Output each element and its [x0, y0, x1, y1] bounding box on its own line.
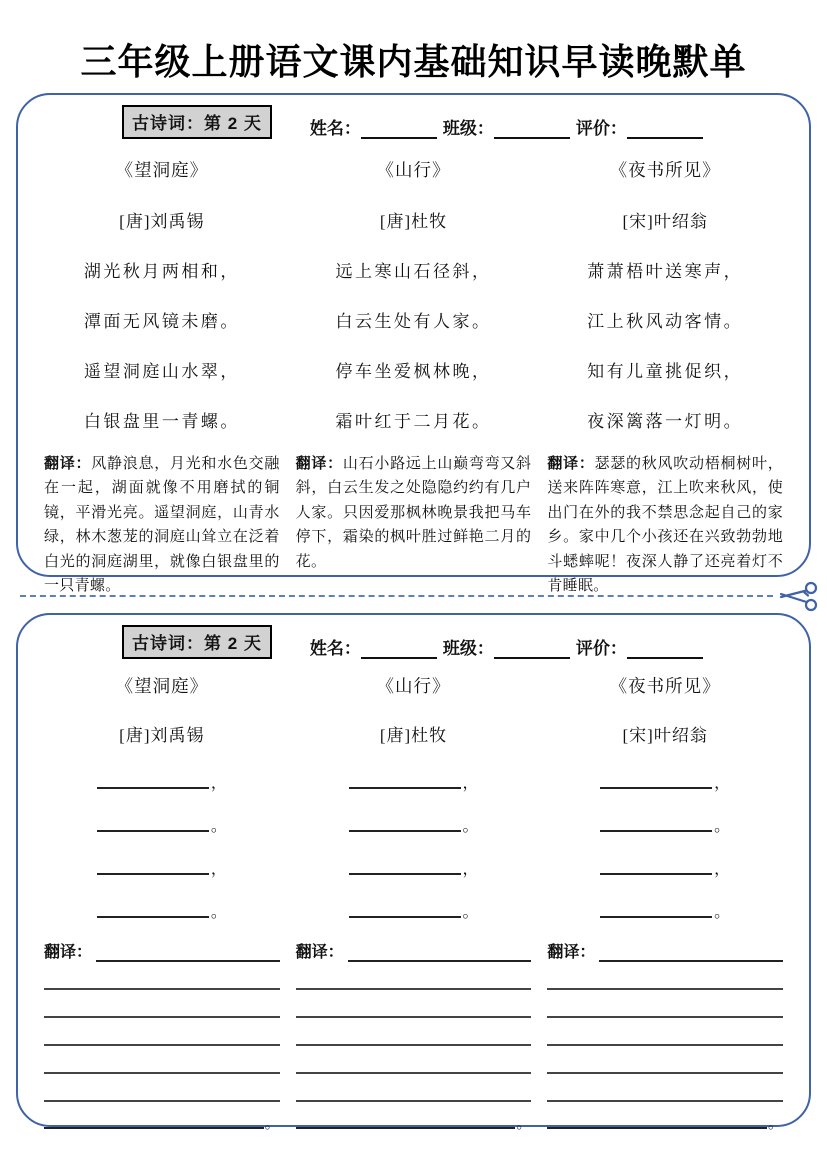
eval-label: 评价： — [575, 119, 627, 138]
name-field — [310, 114, 437, 139]
verse-write-line — [600, 817, 712, 832]
translation-paragraph — [296, 452, 532, 574]
verse-line: 知有儿童挑促织， — [587, 362, 744, 381]
class-field — [443, 634, 570, 659]
class-blank — [494, 122, 570, 139]
punct-period: 。 — [714, 818, 731, 835]
translation-text: 山石小路远上山巅弯弯又斜斜，白云生发之处隐隐约约有几户人家。只因爱那枫林晚景我把马车停下，霜染的枫叶胜过鲜艳二月的花。 — [295, 456, 532, 570]
punct-comma: ， — [210, 775, 227, 792]
verse-write-line — [600, 774, 712, 789]
write-line — [296, 1046, 532, 1074]
write-line — [296, 962, 532, 990]
verse-line: 远上寒山石径斜， — [335, 262, 492, 281]
poem-column-yeshusuojian — [539, 141, 791, 599]
punct-comma: ， — [714, 775, 731, 792]
verse-blank-row — [44, 775, 280, 792]
poem-title: 《山行》 — [376, 676, 451, 696]
verse-line: 江上秋风动客情。 — [587, 312, 744, 331]
verse-blank-row — [296, 775, 532, 792]
write-line — [296, 1074, 532, 1102]
top-poem-columns — [36, 141, 791, 599]
poem-author: [唐]杜牧 — [379, 212, 448, 231]
top-header-row — [36, 105, 791, 139]
verse-write-line — [600, 903, 712, 918]
day-badge: 古诗词：第 2 天 — [122, 105, 272, 139]
verse-line: 萧萧梧叶送寒声， — [587, 262, 744, 281]
translation-write-line — [348, 947, 532, 962]
poem-title: 《山行》 — [376, 160, 451, 180]
write-line — [44, 1046, 280, 1074]
verse-blank-row — [44, 818, 280, 835]
poem-title: 《望洞庭》 — [115, 160, 209, 180]
translation-label: 翻译： — [295, 944, 344, 961]
translation-paragraph — [547, 452, 783, 599]
write-line — [296, 1018, 532, 1046]
write-line — [547, 962, 783, 990]
write-line — [547, 1046, 783, 1074]
punct-comma: ， — [462, 861, 479, 878]
translation-write-line — [599, 947, 783, 962]
eval-field — [576, 114, 703, 139]
write-line — [547, 1018, 783, 1046]
translation-label: 翻译： — [547, 455, 595, 472]
verse-line: 白云生处有人家。 — [335, 312, 492, 331]
poem-author: [唐]刘禹锡 — [119, 212, 205, 231]
verse-blank-row — [296, 861, 532, 878]
page-title: 三年级上册语文课内基础知识早读晚默单 — [80, 42, 747, 82]
class-label: 班级： — [442, 639, 494, 658]
verse-write-line — [97, 903, 209, 918]
verse-blank-row — [44, 861, 280, 878]
punct-period: 。 — [462, 818, 479, 835]
final-write-row — [547, 1102, 784, 1132]
verse-blank-row — [44, 904, 280, 921]
verse-write-line — [97, 817, 209, 832]
punct-period: 。 — [210, 818, 227, 835]
blank-column-yeshusuojian — [539, 661, 791, 1132]
name-blank — [361, 122, 437, 139]
verse-blank-row — [547, 861, 783, 878]
eval-blank — [627, 122, 703, 139]
poem-author: [唐]杜牧 — [379, 726, 448, 745]
write-line — [296, 1101, 516, 1129]
verse-write-line — [97, 774, 209, 789]
translation-blank-row — [44, 945, 280, 962]
class-label: 班级： — [442, 119, 494, 138]
eval-blank — [627, 642, 703, 659]
punct-comma: ， — [714, 861, 731, 878]
punct-comma: ， — [210, 861, 227, 878]
verse-blank-row — [547, 818, 783, 835]
translation-blank-row — [547, 945, 783, 962]
verse-line: 湖光秋月两相和， — [83, 262, 240, 281]
verse-write-line — [349, 817, 461, 832]
translation-text: 瑟瑟的秋风吹动梧桐树叶，送来阵阵寒意，江上吹来秋风，使出门在外的我不禁思念起自己的家乡。家中几个小孩还在兴致勃勃地斗蟋蟀呢！夜深人静了还亮着灯不肯睡眠。 — [547, 456, 784, 595]
translation-blank-row — [296, 945, 532, 962]
write-line — [44, 1074, 280, 1102]
write-line — [44, 990, 280, 1018]
poem-column-wangdongting — [36, 141, 288, 599]
name-field — [310, 634, 437, 659]
poem-author: [宋]叶绍翁 — [622, 212, 708, 231]
name-label: 姓名： — [309, 639, 361, 658]
write-line — [547, 990, 783, 1018]
filled-section — [16, 93, 811, 595]
verse-line: 夜深篱落一灯明。 — [587, 412, 744, 431]
punct-period: 。 — [462, 904, 479, 921]
name-label: 姓名： — [309, 119, 361, 138]
verse-line: 霜叶红于二月花。 — [335, 412, 492, 431]
punct-period: 。 — [516, 1116, 532, 1132]
eval-field — [576, 634, 703, 659]
bottom-header-row — [36, 625, 791, 659]
day-badge: 古诗词：第 2 天 — [122, 625, 272, 659]
translation-text: 风静浪息，月光和水色交融在一起，湖面就像不用磨拭的铜镜，平滑光亮。遥望洞庭，山青水绿，林木葱茏的洞庭山耸立在泛着白光的洞庭湖里，就像白银盘里的一只青螺。 — [44, 456, 280, 595]
punct-period: 。 — [768, 1116, 784, 1132]
verse-blank-row — [296, 904, 532, 921]
blank-section — [16, 613, 811, 1132]
verse-write-line — [600, 860, 712, 875]
write-line — [44, 1101, 264, 1129]
write-line — [44, 1018, 280, 1046]
bottom-poem-columns — [36, 661, 791, 1132]
write-line — [44, 962, 280, 990]
punct-period: 。 — [210, 904, 227, 921]
class-blank — [494, 642, 570, 659]
poem-title: 《望洞庭》 — [115, 676, 209, 696]
punct-period: 。 — [264, 1116, 280, 1132]
dashed-line — [20, 595, 773, 597]
translation-label: 翻译： — [44, 455, 92, 472]
verse-write-line — [97, 860, 209, 875]
write-line — [296, 990, 532, 1018]
write-line — [547, 1074, 783, 1102]
scissors-icon — [775, 579, 821, 613]
verse-blank-row — [547, 904, 783, 921]
blank-column-shanxing — [288, 661, 540, 1132]
eval-label: 评价： — [575, 639, 627, 658]
poem-title: 《夜书所见》 — [609, 676, 721, 696]
translation-label: 翻译： — [547, 944, 596, 961]
punct-comma: ， — [462, 775, 479, 792]
write-line — [547, 1101, 767, 1129]
translation-label: 翻译： — [44, 944, 93, 961]
translation-label: 翻译： — [295, 455, 343, 472]
poem-column-shanxing — [288, 141, 540, 599]
final-write-row — [44, 1102, 280, 1132]
final-write-row — [296, 1102, 532, 1132]
verse-write-line — [349, 774, 461, 789]
poem-title: 《夜书所见》 — [609, 160, 721, 180]
verse-blank-row — [547, 775, 783, 792]
verse-write-line — [349, 860, 461, 875]
verse-blank-row — [296, 818, 532, 835]
verse-line: 潭面无风镜未磨。 — [83, 312, 240, 331]
verse-line: 遥望洞庭山水翠， — [83, 362, 240, 381]
verse-write-line — [349, 903, 461, 918]
verse-line: 白银盘里一青螺。 — [83, 412, 240, 431]
punct-period: 。 — [714, 904, 731, 921]
poem-author: [宋]叶绍翁 — [622, 726, 708, 745]
poem-author: [唐]刘禹锡 — [119, 726, 205, 745]
translation-write-line — [96, 947, 280, 962]
name-blank — [361, 642, 437, 659]
blank-column-wangdongting — [36, 661, 288, 1132]
verse-line: 停车坐爱枫林晚， — [335, 362, 492, 381]
class-field — [443, 114, 570, 139]
translation-paragraph — [44, 452, 280, 599]
